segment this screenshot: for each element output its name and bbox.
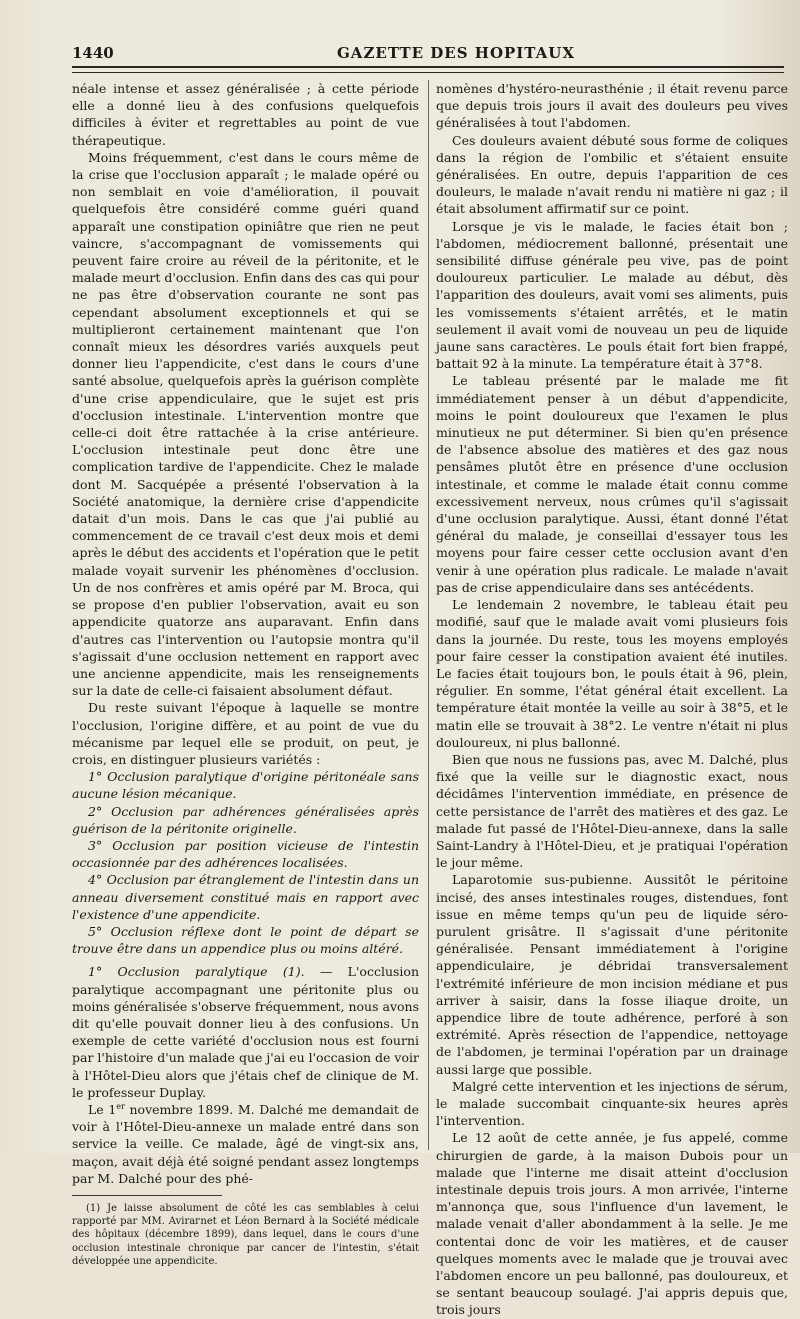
right-paragraph-5: Le lendemain 2 novembre, le tableau était peu modifié, sauf que le malade avait vomi plusieurs fois dans la journée. Du reste, tous les moyens employés pour faire cesser la constipation avaient été inutiles. Le facies était toujours bon, le pouls était à 96, plein, régulier. En somme, l'état général était excellent. La température était montée la veille au soir à 38°5, et le matin elle se trouvait à 38°2. Le ventre n'était ni plus douloureux, ni plus ballonné.	[436, 597, 788, 750]
right-paragraph-8: Malgré cette intervention et les injections de sérum, le malade succombait cinquante-six heures après l'intervention.	[436, 1078, 788, 1129]
right-paragraph-7: Laparotomie sus-pubienne. Aussitôt le péritoine incisé, des anses intestinales rouges, distendues, font issue en même temps qu'un peu de liquide séro-purulent grisâtre. Il s'agissait d'une péritonite généralisée. Pensant immédiatement à l'origine appendiculaire, je débridai transversalement l'extrémité inférieure de mon incision médiane et pus arriver à saisir, dans la fosse iliaque droite, un appendice libre de toute adhérence, perforé à son extrémité. Après résection de l'appendice, nettoyage de l'abdomen, je terminai l'opération par un drainage aussi large que possible.	[436, 872, 788, 1077]
right-paragraph-6: Bien que nous ne fussions pas, avec M. Dalché, plus fixé que la veille sur le diagnostic exact, nous décidâmes l'intervention immédiate, en présence de cette persistance de l'arrêt des matières et des gaz. Le malade fut passé de l'Hôtel-Dieu-annexe, dans la salle Saint-Landry à l'Hôtel-Dieu, et je pratiquai l'opération le jour même.	[436, 751, 788, 871]
left-paragraph-1: néale intense et assez généralisée ; à cette période elle a donné lieu à des confusions quelquefois difficiles à éviter et regrettables au point de vue thérapeutique.	[72, 81, 419, 148]
left-paragraph-4: 1° Occlusion paralytique (1). — L'occlusion paralytique accompagnant une péritonite plus ou moins généralisée s'observe fréquemment, nous avons dit qu'elle pouvait donner lieu à des confusions. Un exemple de cette variété d'occlusion nous est fourni par l'histoire d'un malade que j'ai eu l'occasion de voir à l'Hôtel-Dieu alors que j'étais chef de clinique de M. le professeur Duplay.	[72, 964, 419, 1100]
right-paragraph-3: Lorsque je vis le malade, le facies était bon ; l'abdomen, médiocrement ballonné, présentait une sensibilité diffuse générale peu vive, pas de point douloureux particulier. Le malade au début, dès l'apparition des douleurs, avait vomi ses aliments, puis les vomissements s'étaient arrêtés, et le matin seulement il avait vomi de nouveau un peu de liquide jaune sans caractères. Le pouls était fort bien frappé, battait 92 à la minute. La température était à 37°8.	[436, 218, 788, 372]
left-paragraph-2: Moins fréquemment, c'est dans le cours même de la crise que l'occlusion apparaît ; le malade opéré ou non semblait en voie d'amélioration, il pouvait quelquefois être considéré comme guéri quand apparaît une constipation opiniâtre que rien ne peut vaincre, s'accompagnant de vomissements qui peuvent faire croire au réveil de la péritonite, et le malade meurt d'occlusion. Enfin dans des cas qui pour ne pas être d'observation courante ne sont pas cependant absolument exceptionnels et qui se multiplieront certainement maintenant que l'on connaît mieux les désordres variés auxquels peut donner lieu l'appendicite, c'est dans le cours d'une santé absolue, quelquefois après la guérison complète d'une crise appendiculaire, que le sujet est pris d'occlusion intestinale. L'intervention montre que celle-ci doit être rattachée à la crise antérieure. L'occlusion intestinale peut donc être une complication tardive de l'appendicite. Chez le malade dont M. Sacquépée a présenté l'observation à la Société anatomique, la dernière crise d'appendicite datait d'un mois. Dans le cas que j'ai publié au commencement de ce travail c'est deux mois et demi après le début des accidents et l'opération que le petit malade voyait survenir les phénomènes d'occlusion. Un de nos confrères et amis opéré par M. Broca, qui se propose d'en publier l'observation, avait eu son appendicite quatorze ans auparavant. Enfin dans d'autres cas l'intervention ou l'autopsie montra qu'il s'agissait d'une occlusion nettement en rapport avec une ancienne appendicite, mais les renseignements sur la date de celle-ci faisaient absolument défaut.	[72, 149, 419, 699]
variety-item-4: 4° Occlusion par étranglement de l'intestin dans un anneau diversement constitué mais en rapport avec l'existence d'une appendicite.	[72, 872, 419, 922]
variety-item-2: 2° Occlusion par adhérences généralisées après guérison de la péritonite originelle.	[72, 803, 419, 836]
right-paragraph-2: Ces douleurs avaient débuté sous forme de coliques dans la région de l'ombilic et s'étaient ensuite généralisées. En outre, depuis l'apparition de ces douleurs, le malade n'avait rendu ni matière ni gaz ; il était absolument affirmatif sur ce point.	[436, 132, 788, 217]
header-rule-thick	[72, 66, 784, 68]
page-number: 1440	[72, 44, 114, 62]
section-lead: 1° Occlusion paralytique (1).	[88, 964, 305, 980]
footnote-rule	[72, 1195, 222, 1196]
right-paragraph-9: Le 12 août de cette année, je fus appelé, comme chirurgien de garde, à la maison Dubois pour un malade que l'interne me disait atteint d'occlusion intestinale depuis trois jours. A mon arrivée, l'interne m'annonça que, sous l'influence d'un lavement, le malade venait d'aller abondamment à la selle. Je me contentai donc de voir les matières, et de causer quelques moments avec le malade que je trouvai avec l'abdomen encore un peu ballonné, pas douloureux, et se sentant beaucoup soulagé. J'ai appris depuis que, trois jours	[436, 1130, 788, 1318]
right-column	[436, 80, 788, 1319]
variety-item-3: 3° Occlusion par position vicieuse de l'intestin occasionnée par des adhérences localisées.	[72, 837, 419, 871]
footnote	[72, 1202, 419, 1268]
variety-item-1: 1° Occlusion paralytique d'origine péritonéale sans aucune lésion mécanique.	[72, 769, 419, 802]
right-paragraph-4: Le tableau présenté par le malade me fit immédiatement penser à un début d'appendicite, moins le point douloureux que l'examen le plus minutieux ne put déterminer. Si bien qu'en présence de l'absence absolue des matières et des gaz nous pensâmes plutôt être en présence d'une occlusion intestinale, et comme le malade était connu comme excessivement nerveux, nous crûmes qu'il s'agissait d'une occlusion paralytique. Aussi, étant donné l'état général du malade, je conseillai d'essayer tous les moyens pour faire cesser cette occlusion avant d'en venir à une opération plus radicale. Le malade n'avait pas de crise appendiculaire dans ses antécédents.	[436, 373, 788, 595]
right-paragraph-1: nomènes d'hystéro-neurasthénie ; il était revenu parce que depuis trois jours il avait des douleurs peu vives généralisées à tout l'abdomen.	[436, 81, 788, 131]
left-column	[72, 80, 419, 1268]
footnote-text: (1) Je laisse absolument de côté les cas semblables à celui rapporté par MM. Avirагnet et Léon Bernard à la Société médicale des hôpitaux (décembre 1899), dans lequel, dans le cours d'une occlusion intestinale chronique par cancer de l'intestin, s'était développée une appendicite.	[72, 1203, 419, 1267]
column-divider	[428, 80, 429, 1150]
page-header	[72, 42, 792, 64]
left-paragraph-5: Le 1er novembre 1899. M. Dalché me demandait de voir à l'Hôtel-Dieu-annexe un malade entré dans son service la veille. Ce malade, âgé de vingt-six ans, maçon, avait déjà été soigné pendant assez longtemps par M. Dalché pour des phé-	[72, 1101, 419, 1186]
journal-title: GAZETTE DES HOPITAUX	[337, 44, 576, 62]
variety-item-5: 5° Occlusion réflexe dont le point de départ se trouve être dans un appendice plus ou moins altéré.	[72, 923, 419, 957]
header-rule-thin	[72, 72, 784, 73]
left-paragraph-3: Du reste suivant l'époque à laquelle se montre l'occlusion, l'origine diffère, et au point de vue du mécanisme par lequel elle se produit, on peut, je crois, en distinguer plusieurs variétés :	[72, 700, 419, 767]
